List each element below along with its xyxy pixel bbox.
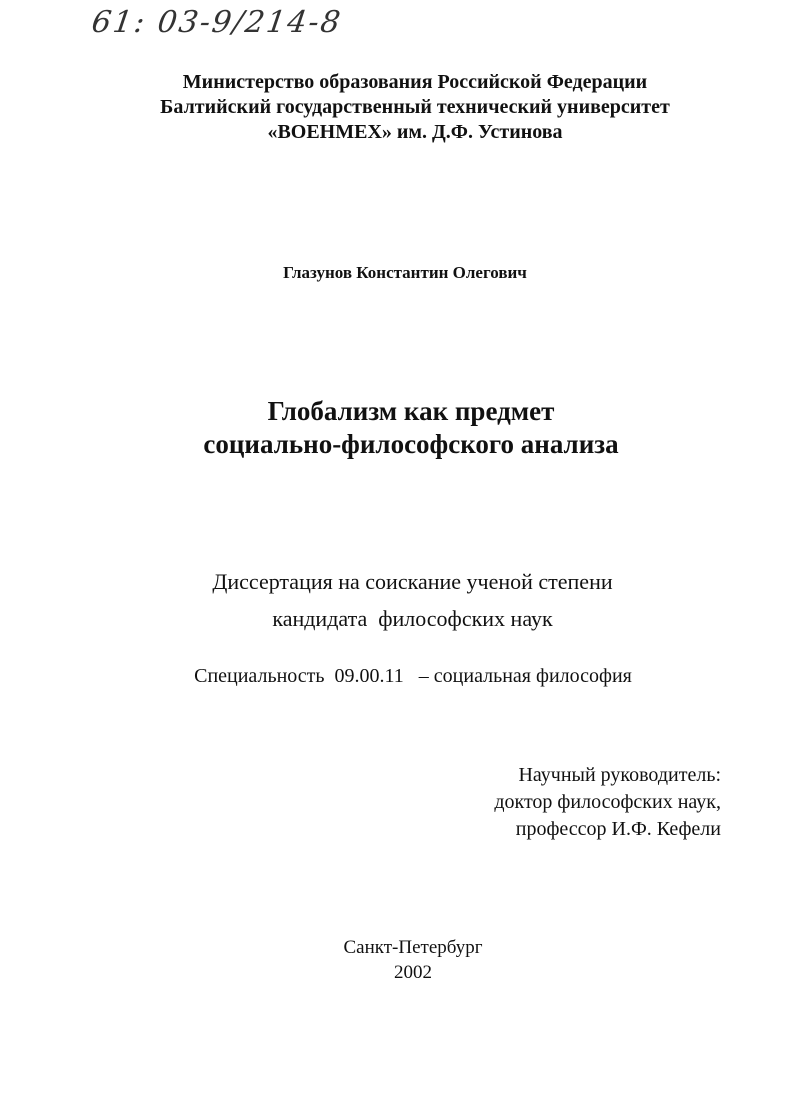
place-and-year: [0, 935, 791, 985]
institution-header: [0, 70, 791, 145]
supervisor-block: [494, 762, 721, 843]
degree-line-1: Диссертация на соискание ученой степени: [212, 569, 613, 594]
ministry-line: Министерство образования Российской Федерации: [182, 71, 648, 93]
author-name: Глазунов Константин Олегович: [283, 263, 527, 282]
title-line-1: Глобализм как предмет: [267, 396, 555, 426]
title-line-2: социально-философского анализа: [203, 429, 619, 459]
university-name-line: «ВОЕНМЕХ» им. Д.Ф. Устинова: [267, 121, 563, 143]
specialty: Специальность 09.00.11 – социальная философия: [194, 665, 632, 687]
dissertation-title: [0, 395, 791, 461]
university-line: Балтийский государственный технический университет: [160, 96, 670, 118]
supervisor-degree: доктор философских наук,: [494, 791, 721, 813]
city: Санкт-Петербург: [343, 937, 483, 958]
supervisor-label: Научный руководитель:: [518, 764, 721, 786]
degree-statement: [0, 563, 791, 637]
degree-line-2: кандидата философских наук: [272, 606, 553, 631]
supervisor-name: профессор И.Ф. Кефели: [515, 818, 721, 840]
handwritten-catalog-number: 61: 03-9/214-8: [89, 5, 345, 40]
year: 2002: [394, 962, 432, 983]
